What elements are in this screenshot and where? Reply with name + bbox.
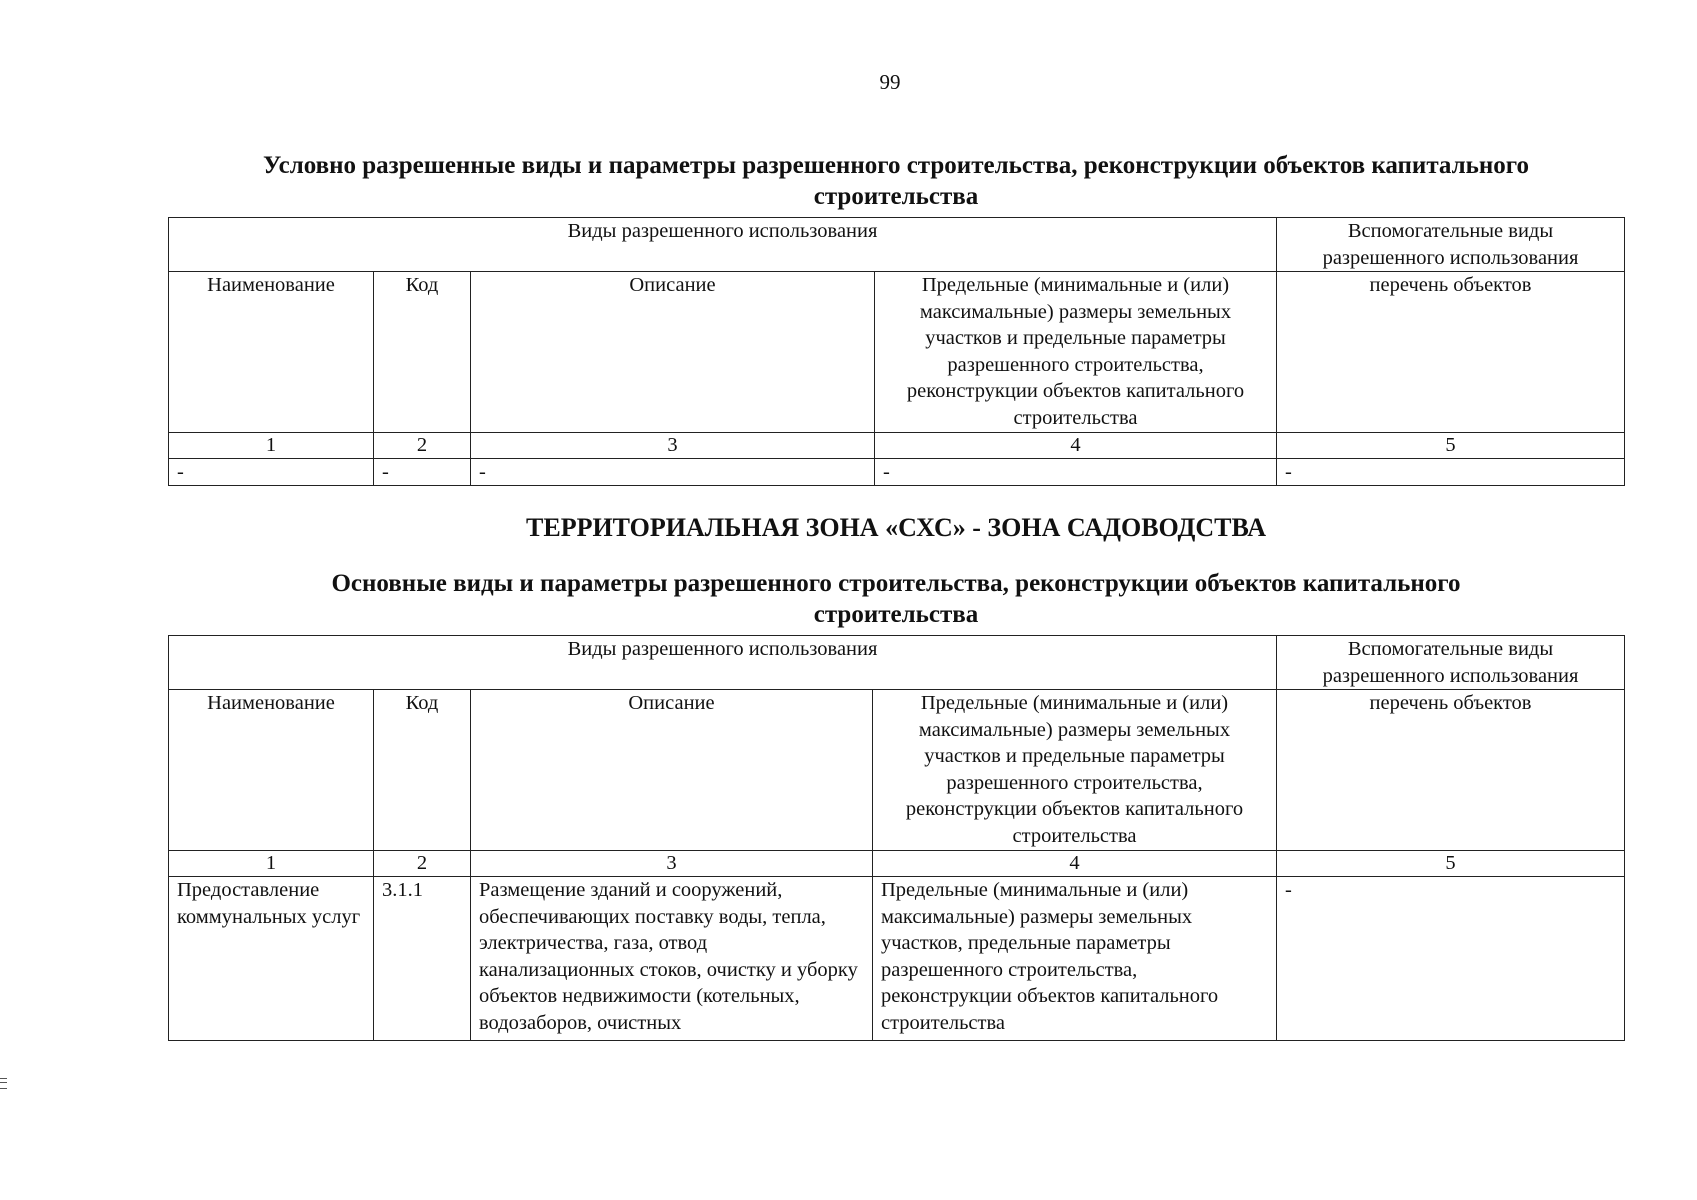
column-header-objects-list: перечень объектов — [1277, 272, 1625, 433]
section-heading-line1: Условно разрешенные виды и параметры разрешенного строительства, реконструкции объектов капитального — [262, 152, 1530, 179]
column-number: 1 — [169, 433, 374, 459]
column-number-row — [169, 433, 1625, 459]
column-header-limits: Предельные (минимальные и (или) максимальные) размеры земельных участков и предельные параметры разрешенного строительства, реконструкции объектов капитального строительства — [873, 690, 1277, 851]
section-heading-line1: Основные виды и параметры разрешенного строительства, реконструкции объектов капитального — [331, 570, 1461, 597]
page-number: 99 — [879, 70, 901, 94]
column-header-objects-list: перечень объектов — [1277, 690, 1625, 851]
column-number: 4 — [873, 851, 1277, 877]
table-row — [169, 459, 1625, 486]
column-header-code: Код — [374, 272, 471, 433]
use-code-cell: 3.1.1 — [374, 877, 471, 1041]
table-cell: - — [374, 459, 471, 486]
table-row — [169, 877, 1625, 1041]
table-subheader-row — [169, 272, 1625, 433]
auxiliary-uses-header: Вспомогательные виды разрешенного использования — [1277, 636, 1625, 690]
column-number: 5 — [1277, 851, 1625, 877]
main-uses-table — [168, 635, 1625, 1041]
section-heading-main — [168, 568, 1624, 630]
use-description-cell: Размещение зданий и сооружений, обеспечивающих поставку воды, тепла, электричества, газа, отвод канализационных стоков, очистку и уборку объектов недвижимости (котельных, водозаборов, очистных — [471, 877, 873, 1041]
column-header-name: Наименование — [169, 690, 374, 851]
column-header-description: Описание — [471, 690, 873, 851]
column-header-code: Код — [374, 690, 471, 851]
table-header-row — [169, 636, 1625, 690]
column-number: 5 — [1277, 433, 1625, 459]
section-heading-conditional — [168, 150, 1624, 212]
column-number: 3 — [471, 851, 873, 877]
use-name-cell: Предоставление коммунальных услуг — [169, 877, 374, 1041]
column-header-limits: Предельные (минимальные и (или) максимальные) размеры земельных участков и предельные параметры разрешенного строительства, реконструкции объектов капитального строительства — [875, 272, 1277, 433]
column-number: 2 — [374, 433, 471, 459]
use-limits-cell: Предельные (минимальные и (или) максимальные) размеры земельных участков, предельные параметры разрешенного строительства, реконструкции объектов капитального строительства — [873, 877, 1277, 1041]
table-cell: - — [471, 459, 875, 486]
table-subheader-row — [169, 690, 1625, 851]
table-header-row — [169, 218, 1625, 272]
table-cell: - — [875, 459, 1277, 486]
table-cell: - — [1277, 459, 1625, 486]
auxiliary-objects-cell: - — [1277, 877, 1625, 1041]
permitted-uses-header: Виды разрешенного использования — [169, 218, 1277, 272]
column-number: 3 — [471, 433, 875, 459]
column-header-name: Наименование — [169, 272, 374, 433]
section-heading-line2: строительства — [813, 183, 979, 210]
column-number: 4 — [875, 433, 1277, 459]
zone-title: ТЕРРИТОРИАЛЬНАЯ ЗОНА «СХС» - ЗОНА САДОВОДСТВА — [526, 513, 1266, 542]
margin-mark — [0, 1078, 7, 1089]
column-number-row — [169, 851, 1625, 877]
table-cell: - — [169, 459, 374, 486]
column-number: 1 — [169, 851, 374, 877]
column-header-description: Описание — [471, 272, 875, 433]
permitted-uses-header: Виды разрешенного использования — [169, 636, 1277, 690]
auxiliary-uses-header: Вспомогательные виды разрешенного использования — [1277, 218, 1625, 272]
conditional-uses-table — [168, 217, 1625, 486]
section-heading-line2: строительства — [813, 601, 979, 628]
column-number: 2 — [374, 851, 471, 877]
